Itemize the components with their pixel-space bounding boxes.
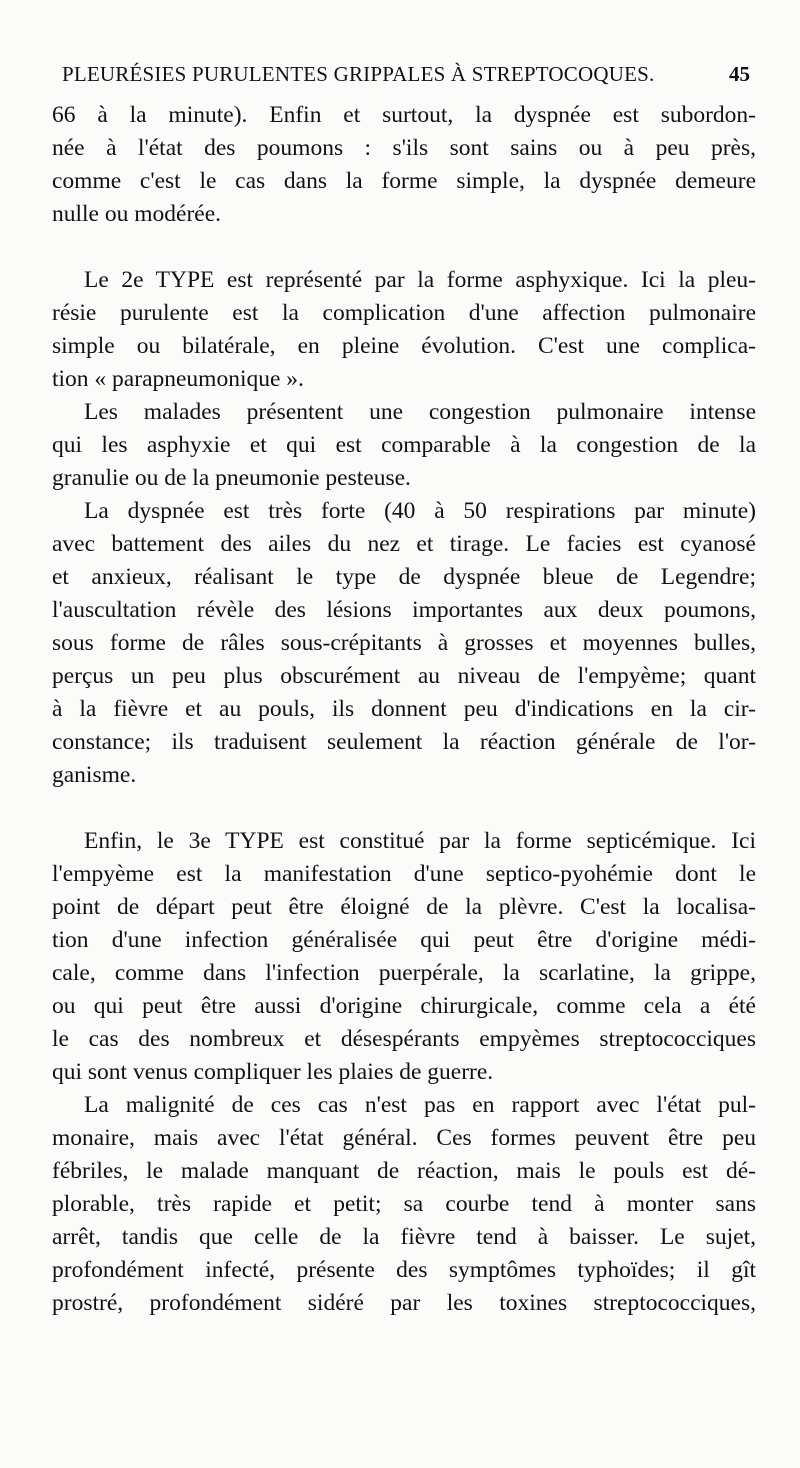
text-line: l'auscultation révèle des lésions importantes aux deux poumons,	[52, 597, 756, 623]
text-line: granulie ou de la pneumonie pesteuse.	[52, 465, 411, 491]
text-line: Les malades présentent une congestion pulmonaire intense	[84, 399, 756, 425]
text-line: nulle ou modérée.	[52, 201, 222, 227]
text-line: La malignité de ces cas n'est pas en rapport avec l'état pul-	[84, 1092, 756, 1118]
text-line: tion d'une infection généralisée qui peut être d'origine médi-	[52, 927, 756, 953]
text-line: l'empyème est la manifestation d'une septico-pyohémie dont le	[52, 861, 756, 887]
text-line: perçus un peu plus obscurément au niveau de l'empyème; quant	[52, 663, 756, 689]
text-line: fébriles, le malade manquant de réaction, mais le pouls est dé-	[52, 1158, 756, 1184]
text-line: plorable, très rapide et petit; sa courbe tend à monter sans	[52, 1191, 756, 1217]
text-line: qui sont venus compliquer les plaies de guerre.	[52, 1059, 494, 1085]
text-line: arrêt, tandis que celle de la fièvre tend à baisser. Le sujet,	[52, 1224, 756, 1250]
text-line: résie purulente est la complication d'une affection pulmonaire	[52, 300, 756, 326]
text-line: sous forme de râles sous-crépitants à grosses et moyennes bulles,	[52, 630, 756, 656]
text-line: constance; ils traduisent seulement la réaction générale de l'or-	[52, 729, 756, 755]
paragraph-gap	[52, 792, 756, 825]
text-line: 66 à la minute). Enfin et surtout, la dyspnée est subordon-	[52, 102, 756, 128]
text-line: ou qui peut être aussi d'origine chirurgicale, comme cela a été	[52, 993, 756, 1019]
body-text	[52, 99, 756, 1320]
text-line: monaire, mais avec l'état général. Ces formes peuvent être peu	[52, 1125, 756, 1151]
text-line: point de départ peut être éloigné de la plèvre. C'est la localisa-	[52, 894, 756, 920]
text-line: tion « parapneumonique ».	[52, 366, 304, 392]
text-line: et anxieux, réalisant le type de dyspnée bleue de Legendre;	[52, 564, 756, 590]
text-line: née à l'état des poumons : s'ils sont sains ou à peu près,	[52, 135, 756, 161]
page-number: 45	[729, 62, 750, 86]
text-line: La dyspnée est très forte (40 à 50 respirations par minute)	[84, 498, 756, 524]
text-line: cale, comme dans l'infection puerpérale, la scarlatine, la grippe,	[52, 960, 756, 986]
text-line: profondément infecté, présente des symptômes typhoïdes; il gît	[52, 1257, 756, 1283]
text-line: à la fièvre et au pouls, ils donnent peu d'indications en la cir-	[52, 696, 756, 722]
running-title: PLEURÉSIES PURULENTES GRIPPALES À STREPTOCOQUES.	[62, 62, 655, 86]
text-line: Enfin, le 3e TYPE est constitué par la forme septicémique. Ici	[84, 828, 756, 854]
text-line: simple ou bilatérale, en pleine évolution. C'est une complica-	[52, 333, 756, 359]
paragraph-gap	[52, 231, 756, 264]
page-header	[62, 62, 750, 92]
text-line: comme c'est le cas dans la forme simple, la dyspnée demeure	[52, 168, 756, 194]
text-line: Le 2e TYPE est représenté par la forme asphyxique. Ici la pleu-	[84, 267, 756, 293]
text-line: ganisme.	[52, 762, 137, 788]
text-line: prostré, profondément sidéré par les toxines streptococciques,	[52, 1290, 756, 1316]
text-line: le cas des nombreux et désespérants empyèmes streptococciques	[52, 1026, 756, 1052]
text-line: avec battement des ailes du nez et tirage. Le facies est cyanosé	[52, 531, 756, 557]
text-line: qui les asphyxie et qui est comparable à la congestion de la	[52, 432, 756, 458]
